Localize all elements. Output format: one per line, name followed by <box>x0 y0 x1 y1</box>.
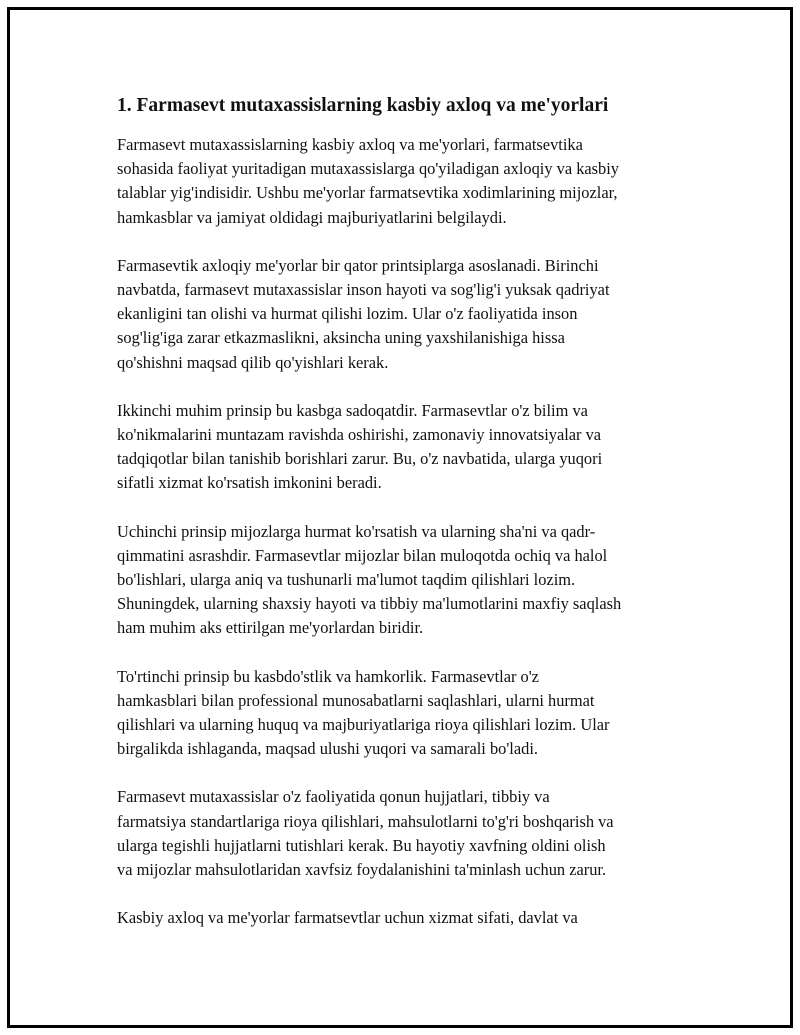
paragraph-5: To'rtinchi prinsip bu kasbdo'stlik va hamkorlik. Farmasevtlar o'z hamkasblari bilan professional munosabatlarni saqlashlari, ularni hurmat qilishlari va ularning huquq va majburiyatlariga rioya qilishlari lozim. Ular birgalikda ishlaganda, maqsad ulushi yuqori va samarali bo'ladi. <box>117 666 610 759</box>
paragraph-1: Farmasevt mutaxassislarning kasbiy axloq va me'yorlari, farmatsevtika sohasida faoliyat yuritadigan mutaxassislarga qo'yiladigan axloqiy va kasbiy talablar yig'indisidir. Ushbu me'yorlar farmatsevtika xodimlarining mijozlar, hamkasblar va jamiyat oldidagi majburiyatlarini belgilaydi. <box>117 135 619 227</box>
paragraph-4: Uchinchi prinsip mijozlarga hurmat ko'rsatish va ularning sha'ni va qadr- qimmatini asrashdir. Farmasevtlar mijozlar bilan muloqotda ochiq va halol bo'lishlari, ularga aniq va tushunarli ma'lumot taqdim qilishlari lozim. Shuningdek, ularning shaxsiy hayoti va tibbiy ma'lumotlarini maxfiy saqlash ham muhim aks ettirilgan me'yorlardan biridir. <box>117 521 622 638</box>
document-body <box>117 92 687 954</box>
section-heading: 1. Farmasevt mutaxassislarning kasbiy axloq va me'yorlari <box>117 95 609 116</box>
paragraph-6: Farmasevt mutaxassislar o'z faoliyatida qonun hujjatlari, tibbiy va farmatsiya standartlariga rioya qilishlari, mahsulotlarni to'g'ri boshqarish va ularga tegishli hujjatlarni tutishlari kerak. Bu hayotiy xavfning oldini olish va mijozlar mahsulotlaridan xavfsiz foydalanishini ta'minlash uchun zarur. <box>117 787 614 880</box>
paragraph-7: Kasbiy axloq va me'yorlar farmatsevtlar uchun xizmat sifati, davlat va <box>117 908 578 928</box>
paragraph-3: Ikkinchi muhim prinsip bu kasbga sadoqatdir. Farmasevtlar o'z bilim va ko'nikmalarini muntazam ravishda oshirishi, zamonaviy innovatsiyalar va tadqiqotlar bilan tanishib borishlari zarur. Bu, o'z navbatida, ularga yuqori sifatli xizmat ko'rsatish imkonini beradi. <box>117 400 603 493</box>
paragraph-2: Farmasevtik axloqiy me'yorlar bir qator printsiplarga asoslanadi. Birinchi navbatda, farmasevt mutaxassislar inson hayoti va sog'lig'i yuksak qadriyat ekanligini tan olishi va hurmat qilishi lozim. Ular o'z faoliyatida inson sog'lig'iga zarar etkazmaslikni, aksincha uning yaxshilanishiga hissa qo'shishni maqsad qilib qo'yishlari kerak. <box>117 255 610 372</box>
